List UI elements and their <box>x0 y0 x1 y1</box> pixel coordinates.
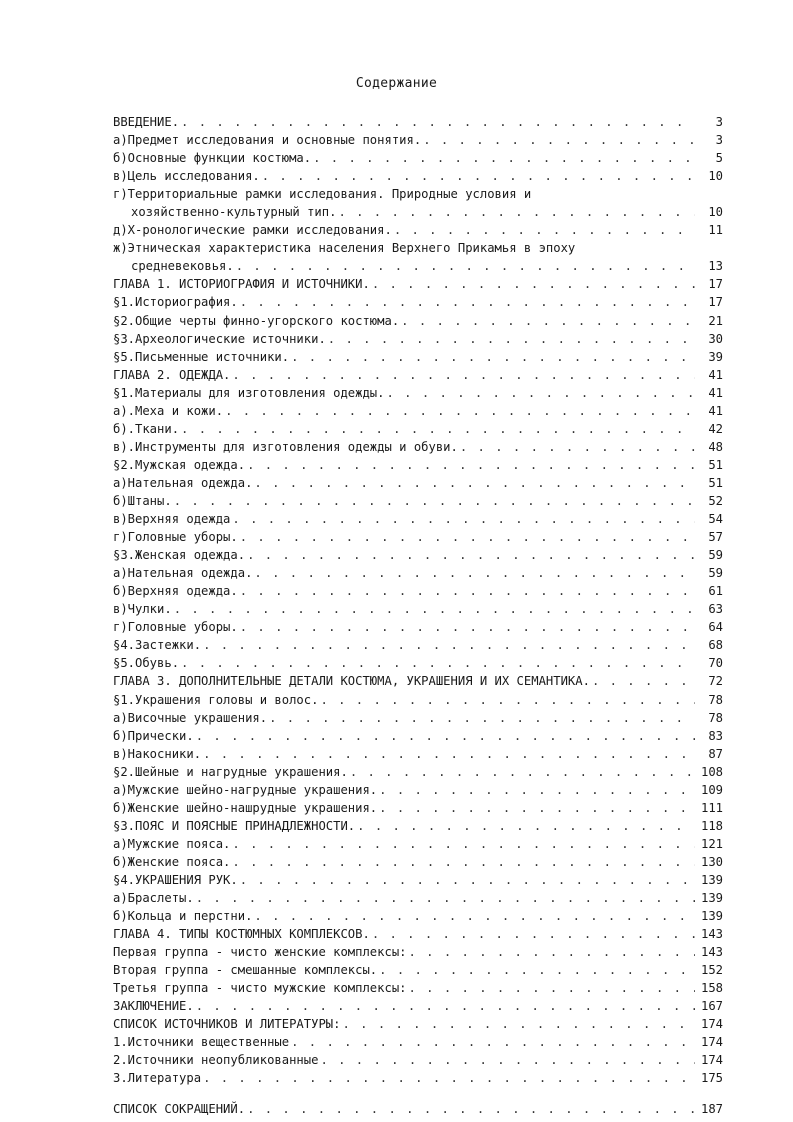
toc-entry <box>113 348 723 366</box>
toc-entry-title: СПИСОК ИСТОЧНИКОВ И ЛИТЕРАТУРЫ: <box>113 1017 341 1032</box>
toc-entry <box>113 420 723 438</box>
dot-leader <box>379 799 695 817</box>
toc-page-number: 187 <box>700 1101 723 1116</box>
toc-entry-title: б).Ткани. <box>113 421 180 436</box>
dot-leader <box>379 961 695 979</box>
toc-entry <box>113 402 723 420</box>
toc-entry-title: §1.Украшения головы и волос. <box>113 692 319 707</box>
dot-leader <box>320 1051 695 1069</box>
toc-page-number: 174 <box>700 1017 723 1032</box>
toc-page-number: 139 <box>700 872 723 887</box>
toc-entry <box>113 149 723 167</box>
toc-entry <box>113 763 723 781</box>
table-of-contents <box>113 113 723 1118</box>
toc-entry-title: ЗАКЛЮЧЕНИЕ. <box>113 999 194 1014</box>
toc-entry-title: средневековья. <box>131 259 234 274</box>
toc-entry-title: 2.Источники неопубликованные <box>113 1053 319 1068</box>
toc-entry <box>113 239 723 257</box>
toc-entry <box>113 384 723 402</box>
toc-entry <box>113 203 723 221</box>
dot-leader <box>254 907 695 925</box>
dot-leader <box>225 402 695 420</box>
toc-entry-title: §3.Археологические источники. <box>113 331 326 346</box>
toc-entry <box>113 709 723 727</box>
toc-page-number: 167 <box>700 999 723 1014</box>
toc-entry <box>113 257 723 275</box>
toc-entry-title: б)Штаны. <box>113 493 172 508</box>
page-title: Содержание <box>355 76 438 91</box>
toc-entry-title: §2.Шейные и нагрудные украшения. <box>113 764 348 779</box>
dot-leader <box>181 113 695 131</box>
toc-entry <box>113 853 723 871</box>
toc-page-number: 175 <box>700 1071 723 1086</box>
toc-page-number: 3 <box>715 115 723 129</box>
toc-entry-title: §3.ПОЯС И ПОЯСНЫЕ ПРИНАДЛЕЖНОСТИ. <box>113 818 356 833</box>
dot-leader <box>269 709 695 727</box>
dot-leader <box>240 293 695 311</box>
toc-entry-title: §1.Материалы для изготовления одежды. <box>113 385 385 400</box>
toc-entry <box>113 528 723 546</box>
toc-entry-title: Вторая группа - смешанные комплексы. <box>113 963 378 978</box>
toc-entry-title: ГЛАВА 3. ДОПОЛНИТЕЛЬНЫЕ ДЕТАЛИ КОСТЮМА, УКРАШЕНИЯ И ИХ СЕМАНТИКА. <box>113 674 590 689</box>
toc-page-number: 139 <box>700 909 723 924</box>
toc-page-number: 174 <box>700 1035 723 1050</box>
dot-leader <box>232 366 695 384</box>
toc-entry <box>113 456 723 474</box>
toc-page-number: 17 <box>708 277 723 292</box>
toc-entry-title: а)Нательная одежда. <box>113 566 253 581</box>
dot-leader <box>291 1033 695 1051</box>
toc-entry-title: §4.Застежки. <box>113 638 202 653</box>
dot-leader <box>181 654 695 672</box>
toc-page-number: 130 <box>700 854 723 869</box>
toc-entry-title: 3.Литература <box>113 1071 202 1086</box>
toc-entry <box>113 492 723 510</box>
toc-page-number: 121 <box>700 836 723 851</box>
toc-page-number: 152 <box>700 963 723 978</box>
toc-page-number: 11 <box>708 223 723 238</box>
toc-page-number: 3 <box>715 133 723 148</box>
dot-leader <box>291 348 695 366</box>
dot-leader <box>196 889 695 907</box>
toc-page-number: 78 <box>708 710 723 725</box>
toc-entry <box>113 546 723 564</box>
dot-leader <box>387 384 696 402</box>
dot-leader <box>203 1069 695 1087</box>
toc-entry-title: в)Верхняя одежда <box>113 512 231 527</box>
toc-page-number: 174 <box>700 1053 723 1068</box>
toc-page-number: 39 <box>708 349 723 364</box>
toc-page-number: 109 <box>700 782 723 797</box>
toc-entry <box>113 1069 723 1087</box>
dot-leader <box>328 330 695 348</box>
toc-entry <box>113 275 723 293</box>
dot-leader <box>460 438 695 456</box>
dot-leader <box>232 835 695 853</box>
dot-leader <box>254 564 695 582</box>
toc-entry <box>113 564 723 582</box>
dot-leader <box>342 1015 695 1033</box>
toc-entry <box>113 781 723 799</box>
toc-entry <box>113 221 723 239</box>
toc-entry-title: а)Мужские пояса. <box>113 836 231 851</box>
toc-page-number: 5 <box>715 151 723 166</box>
dot-leader <box>372 275 695 293</box>
dot-leader <box>401 312 695 330</box>
toc-entry <box>113 618 723 636</box>
toc-entry <box>113 312 723 330</box>
toc-entry-title: а)Нательная одежда. <box>113 475 253 490</box>
toc-entry <box>113 889 723 907</box>
toc-entry <box>113 582 723 600</box>
toc-page-number: 64 <box>708 620 723 635</box>
toc-entry <box>113 654 723 672</box>
toc-entry <box>113 817 723 835</box>
toc-entry <box>113 727 723 745</box>
toc-entry-title: а)Предмет исследования и основные понятия. <box>113 133 422 148</box>
toc-entry <box>113 925 723 943</box>
toc-entry-title: ГЛАВА 4. ТИПЫ КОСТЮМНЫХ КОМПЛЕКСОВ. <box>113 927 370 942</box>
toc-entry <box>113 293 723 311</box>
toc-entry-title: хозяйственно-культурный тип. <box>131 205 337 220</box>
toc-entry-title: а).Меха и кожи. <box>113 403 224 418</box>
toc-entry-title: в)Накосники. <box>113 746 202 761</box>
toc-entry-title: в)Цель исследования. <box>113 169 260 184</box>
toc-entry-title: б)Женские пояса. <box>113 854 231 869</box>
toc-entry <box>113 185 723 203</box>
dot-leader <box>247 456 695 474</box>
toc-entry <box>113 600 723 618</box>
toc-entry-title: г)Головные уборы. <box>113 530 238 545</box>
toc-entry-title: а)Мужские шейно-нагрудные украшения. <box>113 782 378 797</box>
toc-page-number: 42 <box>708 421 723 436</box>
toc-gap <box>113 1088 723 1100</box>
toc-entry <box>113 997 723 1015</box>
toc-entry-title: СПИСОК СОКРАЩЕНИЙ. <box>113 1101 246 1116</box>
toc-entry <box>113 474 723 492</box>
dot-leader <box>592 672 695 690</box>
dot-leader <box>240 871 695 889</box>
toc-entry-title: д)Х-ронологические рамки исследования. <box>113 223 392 238</box>
toc-entry-title: а)Браслеты. <box>113 891 194 906</box>
dot-leader <box>240 582 695 600</box>
dot-leader <box>232 853 695 871</box>
dot-leader <box>379 781 695 799</box>
toc-page-number: 158 <box>700 981 723 996</box>
dot-leader <box>350 763 695 781</box>
toc-entry <box>113 835 723 853</box>
toc-entry <box>113 510 723 528</box>
toc-entry <box>113 1033 723 1051</box>
dot-leader <box>236 257 695 275</box>
dot-leader <box>240 618 695 636</box>
dot-leader <box>181 420 695 438</box>
dot-leader <box>232 510 695 528</box>
toc-entry-title: §5.Письменные источники. <box>113 349 290 364</box>
toc-page-number: 139 <box>700 891 723 906</box>
dot-leader <box>174 600 695 618</box>
toc-entry <box>113 438 723 456</box>
toc-entry <box>113 943 723 961</box>
toc-entry-title: Первая группа - чисто женские комплексы: <box>113 945 407 960</box>
toc-entry-title: б)Верхняя одежда. <box>113 584 238 599</box>
toc-entry-title: б)Женские шейно-нашрудные украшения. <box>113 800 378 815</box>
toc-entry-title: б)Прически. <box>113 728 194 743</box>
toc-entry <box>113 113 723 131</box>
toc-page-number: 41 <box>708 385 723 400</box>
dot-leader <box>409 943 696 961</box>
dot-leader <box>247 546 695 564</box>
toc-entry-title: а)Височные украшения. <box>113 710 268 725</box>
toc-entry-title: Третья группа - чисто мужские комплексы: <box>113 981 407 996</box>
dot-leader <box>203 636 695 654</box>
dot-leader <box>320 691 695 709</box>
toc-entry <box>113 167 723 185</box>
toc-page-number: 41 <box>708 403 723 418</box>
toc-page-number: 10 <box>708 205 723 220</box>
toc-page-number: 72 <box>708 674 723 689</box>
toc-page-number: 41 <box>708 367 723 382</box>
dot-leader <box>423 131 695 149</box>
toc-page-number: 111 <box>700 800 723 815</box>
toc-page-number: 108 <box>700 764 723 779</box>
dot-leader <box>357 817 695 835</box>
toc-entry-title: §2.Общие черты финно-угорского костюма. <box>113 313 400 328</box>
toc-entry-title: ГЛАВА 1. ИСТОРИОГРАФИЯ И ИСТОЧНИКИ. <box>113 277 370 292</box>
toc-page-number: 54 <box>708 512 723 527</box>
toc-page-number: 21 <box>708 313 723 328</box>
dot-leader <box>254 474 695 492</box>
toc-entry-title: б)Основные функции костюма. <box>113 151 312 166</box>
toc-entry <box>113 1100 723 1118</box>
dot-leader <box>174 492 695 510</box>
dot-leader <box>394 221 695 239</box>
toc-entry-title: ж)Этническая характеристика населения Верхнего Прикамья в эпоху <box>113 241 576 256</box>
toc-page-number: 59 <box>708 566 723 581</box>
dot-leader <box>372 925 695 943</box>
dot-leader <box>196 997 695 1015</box>
toc-entry <box>113 979 723 997</box>
dot-leader <box>247 1100 695 1118</box>
dot-leader <box>203 745 695 763</box>
toc-entry-title: §3.Женская одежда. <box>113 548 246 563</box>
toc-page-number: 13 <box>708 259 723 274</box>
toc-entry-title: ВВЕДЕНИЕ. <box>113 115 180 129</box>
toc-entry <box>113 871 723 889</box>
toc-page-number: 57 <box>708 530 723 545</box>
dot-leader <box>313 149 695 167</box>
toc-entry <box>113 691 723 709</box>
toc-entry <box>113 745 723 763</box>
toc-entry <box>113 799 723 817</box>
toc-page-number: 51 <box>708 475 723 490</box>
toc-entry <box>113 366 723 384</box>
toc-page-number: 143 <box>700 927 723 942</box>
dot-leader <box>409 979 696 997</box>
toc-page-number: 70 <box>708 656 723 671</box>
toc-entry-title: в)Чулки. <box>113 602 172 617</box>
toc-page-number: 48 <box>708 439 723 454</box>
toc-page-number: 118 <box>700 818 723 833</box>
toc-page-number: 30 <box>708 331 723 346</box>
toc-entry-title: б)Кольца и перстни. <box>113 909 253 924</box>
toc-entry <box>113 961 723 979</box>
toc-page-number: 143 <box>700 945 723 960</box>
dot-leader <box>196 727 695 745</box>
toc-entry-title: в).Инструменты для изготовления одежды и обуви. <box>113 439 458 454</box>
toc-page-number: 51 <box>708 457 723 472</box>
toc-entry <box>113 1015 723 1033</box>
toc-page-number: 59 <box>708 548 723 563</box>
toc-page-number: 63 <box>708 602 723 617</box>
toc-entry-title: ГЛАВА 2. ОДЕЖДА. <box>113 367 231 382</box>
toc-entry-title: §2.Мужская одежда. <box>113 457 246 472</box>
toc-entry <box>113 1051 723 1069</box>
toc-entry-title: §1.Историография. <box>113 295 238 310</box>
toc-page-number: 68 <box>708 638 723 653</box>
dot-leader <box>338 203 695 221</box>
toc-entry-title: 1.Источники вещественные <box>113 1035 290 1050</box>
toc-entry <box>113 636 723 654</box>
dot-leader <box>240 528 695 546</box>
toc-entry <box>113 672 723 690</box>
toc-entry-title: §5.Обувь. <box>113 656 180 671</box>
toc-entry-title: г)Головные уборы. <box>113 620 238 635</box>
toc-page-number: 83 <box>708 728 723 743</box>
dot-leader <box>262 167 695 185</box>
toc-page-number: 61 <box>708 584 723 599</box>
toc-entry-title: г)Территориальные рамки исследования. Природные условия и <box>113 187 532 202</box>
toc-entry-title: §4.УКРАШЕНИЯ РУК. <box>113 872 238 887</box>
toc-page-number: 10 <box>708 169 723 184</box>
toc-page-number: 87 <box>708 746 723 761</box>
toc-page-number: 52 <box>708 493 723 508</box>
toc-page-number: 78 <box>708 692 723 707</box>
toc-page-number: 17 <box>708 295 723 310</box>
toc-entry <box>113 907 723 925</box>
toc-entry <box>113 131 723 149</box>
toc-entry <box>113 330 723 348</box>
